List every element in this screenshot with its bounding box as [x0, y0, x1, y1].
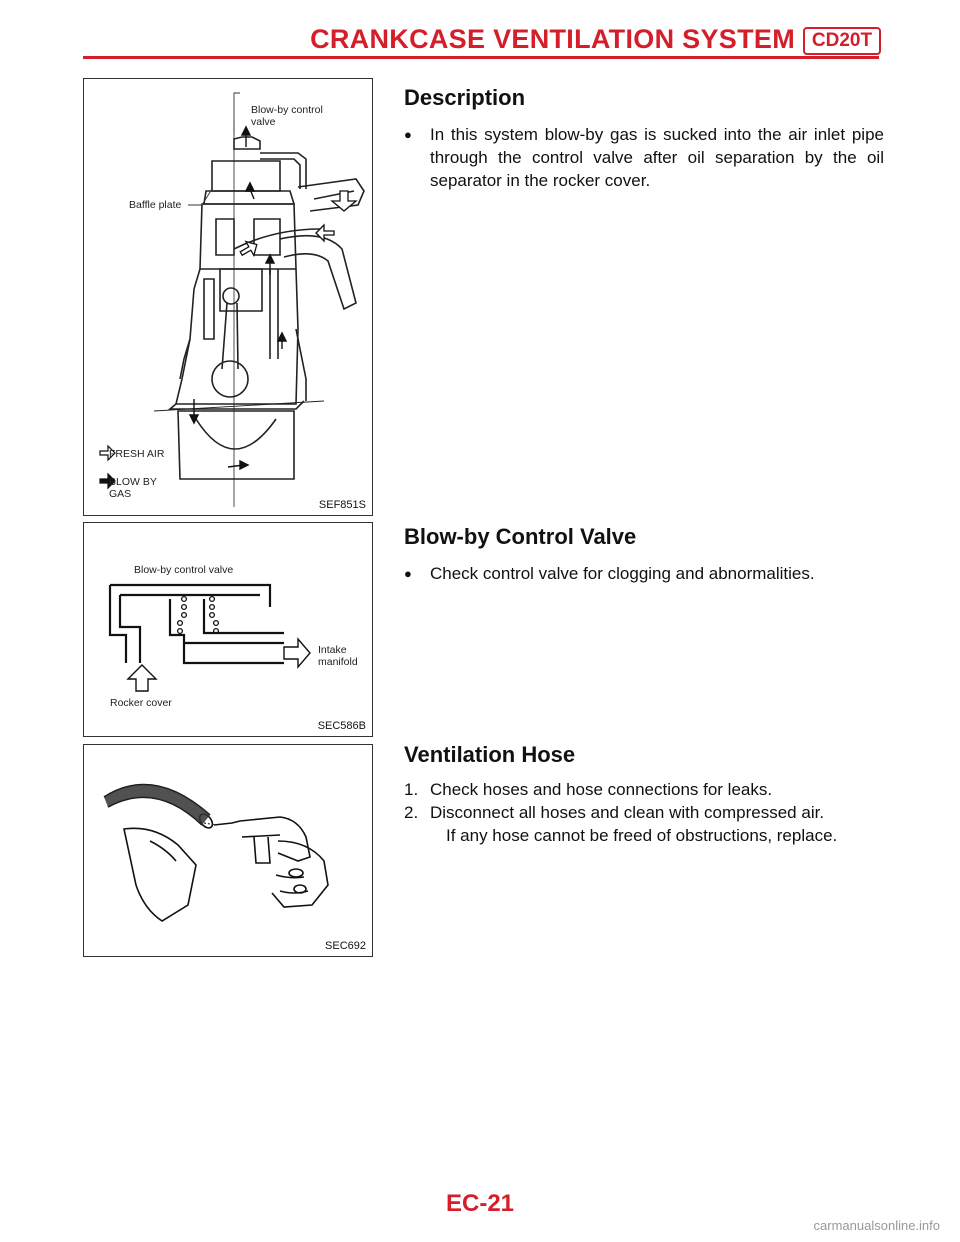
section-blowby-control-valve [404, 524, 884, 585]
step-number: 1. [404, 780, 419, 799]
figure-code: SEC692 [325, 940, 366, 952]
step-item [404, 778, 884, 801]
engine-code-badge: CD20T [803, 27, 881, 55]
label-blow-by-gas: BLOW BY GAS [109, 476, 157, 500]
step-text: Check hoses and hose connections for leaks. [430, 780, 773, 799]
label-rocker-cover: Rocker cover [110, 697, 172, 709]
bullet-icon: ● [404, 127, 412, 142]
section-ventilation-hose [404, 742, 884, 847]
page-number: EC-21 [445, 1190, 515, 1217]
bullet-item [404, 562, 884, 585]
label-fresh-air: FRESH AIR [109, 448, 165, 460]
header-rule [83, 56, 879, 59]
figure-hose-cleaning [83, 744, 373, 957]
label-blowby-control-valve: Blow-by control valve [134, 564, 234, 576]
bullet-text: Check control valve for clogging and abnormalities. [430, 564, 815, 583]
figure-code: SEC586B [317, 720, 366, 732]
hose-cleaning-drawing [84, 745, 372, 956]
label-baffle-plate: Baffle plate [129, 199, 182, 211]
figure-engine-section [83, 78, 373, 516]
figure-blowby-valve [83, 522, 373, 737]
watermark: carmanualsonline.info [813, 1218, 940, 1233]
step-text: Disconnect all hoses and clean with compressed air. [430, 803, 825, 822]
figure-code: SEF851S [318, 499, 366, 511]
step-note [404, 824, 884, 847]
bullet-item [404, 123, 884, 192]
step-number: 2. [404, 803, 419, 822]
section-title: Blow-by Control Valve [404, 524, 637, 549]
section-description [404, 85, 884, 192]
rocker-arrow-icon [128, 665, 156, 691]
step-note-text: If any hose cannot be freed of obstructions, replace. [446, 826, 838, 845]
page-header-title: CRANKCASE VENTILATION SYSTEM [310, 24, 795, 54]
bullet-text: In this system blow-by gas is sucked into the air inlet pipe through the control valve after oil separation by the oil separator in the rocker cover. [430, 125, 884, 190]
bullet-icon: ● [404, 566, 412, 581]
step-item [404, 801, 884, 824]
label-blowby-control-valve: Blow-by control valve [251, 104, 323, 128]
intake-arrow-icon [284, 639, 310, 667]
section-title: Ventilation Hose [404, 742, 576, 767]
section-title: Description [404, 85, 526, 110]
label-intake-manifold: Intake manifold [318, 644, 358, 668]
